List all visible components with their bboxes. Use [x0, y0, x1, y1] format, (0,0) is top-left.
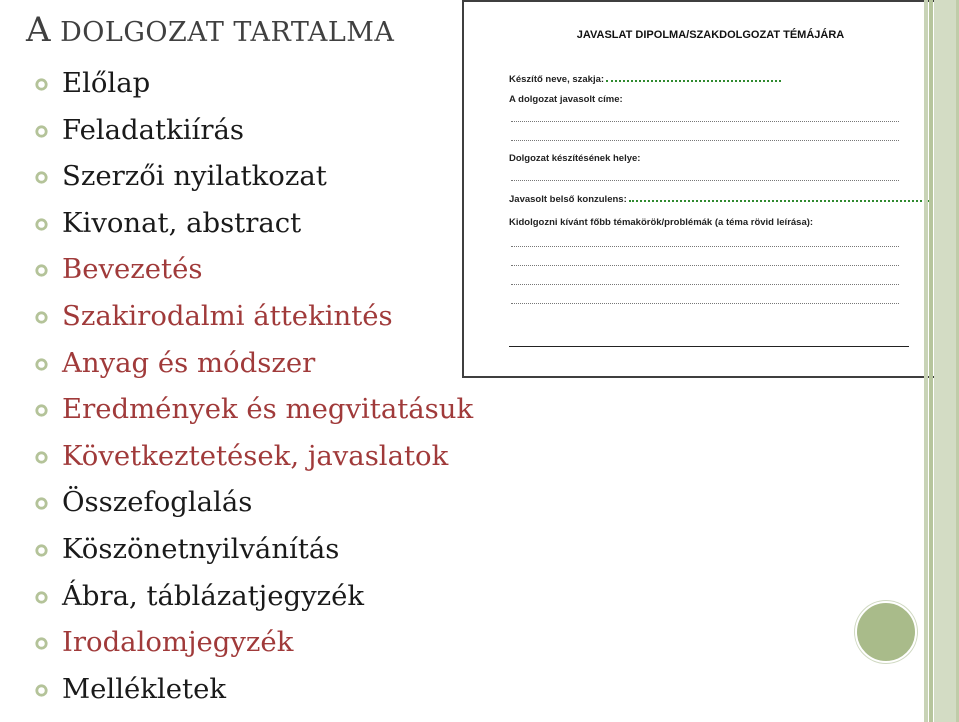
list-item: [30, 60, 473, 107]
list-item-label: Irodalomjegyzék: [62, 626, 294, 659]
list-item-label: Köszönetnyilvánítás: [62, 532, 340, 565]
list-item: [30, 293, 473, 340]
bullet-ring-icon: [34, 357, 49, 372]
form-author-label: [509, 74, 781, 85]
bullet-ring-icon: [34, 124, 49, 139]
form-title-label: A dolgozat javasolt címe:: [509, 94, 623, 105]
list-item: [30, 479, 473, 526]
list-item: [30, 573, 473, 620]
list-item-label: Mellékletek: [62, 672, 227, 705]
list-item: [30, 619, 473, 666]
form-solid-line: [509, 346, 909, 347]
form-consultant-label: [509, 194, 929, 205]
bullet-ring-icon: [34, 450, 49, 465]
list-item-label: Bevezetés: [62, 253, 203, 286]
list-item: [30, 433, 473, 480]
bullet-ring-icon: [34, 263, 49, 278]
bullet-ring-icon: [34, 170, 49, 185]
form-dotted-line: [511, 121, 899, 122]
bullet-ring-icon: [34, 636, 49, 651]
bullet-ring-icon: [34, 217, 49, 232]
form-dotted-line: [511, 246, 899, 247]
form-place-label: Dolgozat készítésének helye:: [509, 153, 641, 164]
slide-title-first: A: [26, 10, 52, 50]
list-item: [30, 340, 473, 387]
list-item-label: Anyag és módszer: [62, 346, 316, 379]
form-title: JAVASLAT DIPOLMA/SZAKDOLGOZAT TÉMÁJÁRA: [576, 29, 845, 41]
slide-title-rest: DOLGOZAT TARTALMA: [51, 17, 395, 48]
form-dotted-line: [511, 303, 899, 304]
bullet-ring-icon: [34, 683, 49, 698]
form-dotted-line: [511, 140, 899, 141]
list-item-label: Előlap: [62, 67, 151, 99]
form-dotted-line: [511, 180, 899, 181]
form-dotted-line: [511, 284, 899, 285]
bullet-ring-icon: [34, 310, 49, 325]
form-topics-label: Kidolgozni kívánt főbb témakörök/problémák (a téma rövid leírása):: [509, 217, 814, 228]
list-item-label: Szerzői nyilatkozat: [62, 160, 327, 193]
list-item: [30, 107, 473, 154]
list-item-label: Összefoglalás: [62, 486, 253, 519]
list-item: [30, 386, 473, 433]
list-item: [30, 153, 473, 200]
form-consultant-text: Javasolt belső konzulens:: [509, 194, 627, 205]
bullet-ring-icon: [34, 403, 49, 418]
list-item-label: Eredmények és megvitatásuk: [62, 393, 474, 426]
list-item: [30, 200, 473, 247]
form-author-fill: [606, 74, 781, 82]
bullet-ring-icon: [34, 590, 49, 605]
slide-title: [26, 10, 394, 50]
list-item: [30, 666, 473, 713]
list-item-label: Ábra, táblázatjegyzék: [62, 579, 365, 612]
list-item: [30, 246, 473, 293]
form-author-text: Készítő neve, szakja:: [509, 74, 605, 85]
list-item-label: Kivonat, abstract: [62, 206, 302, 239]
bullet-ring-icon: [34, 496, 49, 511]
content-list: [30, 60, 473, 712]
form-dotted-line: [511, 265, 899, 266]
list-item-label: Szakirodalmi áttekintés: [62, 299, 393, 332]
bullet-ring-icon: [34, 77, 49, 92]
bullet-ring-icon: [34, 543, 49, 558]
decorative-side-bar: [916, 0, 959, 722]
form-consultant-fill: [629, 194, 929, 202]
list-item-label: Feladatkiírás: [62, 113, 244, 146]
decorative-circle: [855, 601, 917, 663]
form-image: [462, 0, 959, 378]
list-item-label: Következtetések, javaslatok: [62, 439, 449, 472]
list-item: [30, 526, 473, 573]
